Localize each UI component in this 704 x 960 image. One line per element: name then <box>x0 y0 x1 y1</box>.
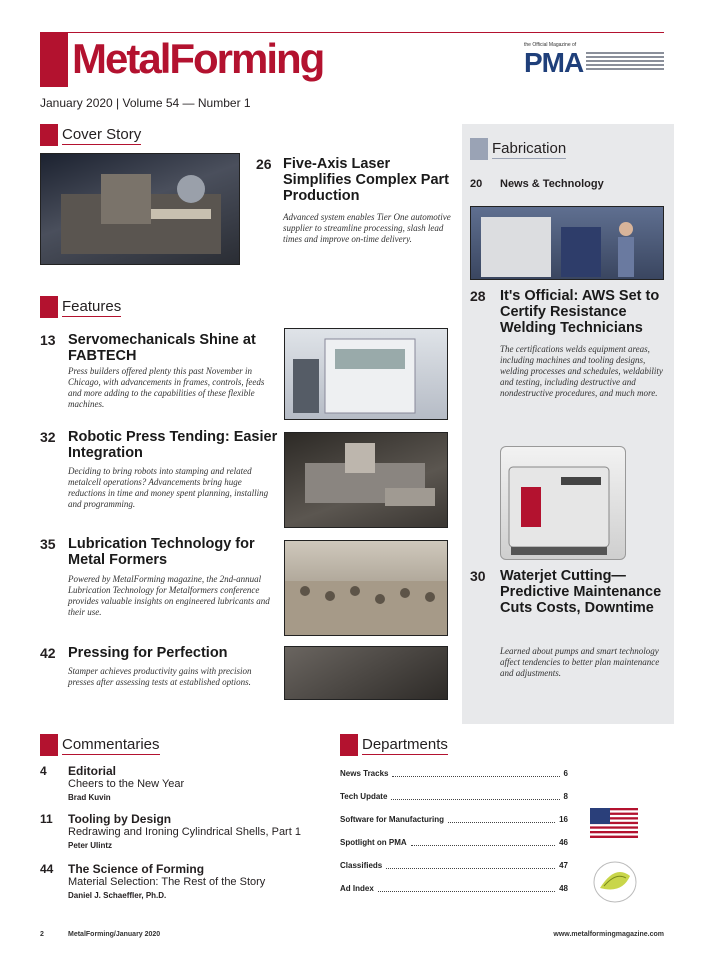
feature-photo-conference <box>284 540 448 636</box>
feature-photo-press <box>284 328 448 420</box>
department-row[interactable]: News Tracks 6 <box>340 769 568 778</box>
footer-page-number: 2 <box>40 931 44 938</box>
us-flag-icon <box>590 808 638 838</box>
cover-story-page: 26 <box>256 156 272 172</box>
feature-deck: Press builders offered plenty this past November in Chicago, with advancements in frames, controls, feeds and more adding to the capabilities of these flexible machines. <box>68 366 265 409</box>
department-row[interactable]: Ad Index 48 <box>340 884 568 893</box>
commentary-title[interactable]: Editorial <box>68 764 117 778</box>
feature-photo-robot <box>284 432 448 528</box>
commentary-page: 11 <box>40 812 53 826</box>
feature-page: 32 <box>40 429 56 445</box>
feature-title[interactable]: Lubrication Technology for Metal Formers <box>68 536 255 568</box>
department-row[interactable]: Classifieds 47 <box>340 861 568 870</box>
features-header: Features <box>40 296 121 318</box>
commentary-title[interactable]: Tooling by Design <box>68 812 172 826</box>
pma-logo: PMA <box>524 47 584 78</box>
fab-news-page: 20 <box>470 178 483 190</box>
departments-list <box>340 762 568 900</box>
fab-story2-title[interactable]: Waterjet Cutting— Predictive Maintenance Cuts Costs, Downtime <box>500 568 662 616</box>
footer-url[interactable]: www.metalformingmagazine.com <box>553 931 664 938</box>
pma-logo-lines <box>586 52 664 72</box>
magazine-logo: MetalForming <box>72 35 324 82</box>
commentary-title[interactable]: The Science of Forming <box>68 862 205 876</box>
pma-tagline: the Official Magazine of <box>524 42 577 48</box>
fabrication-header: Fabrication <box>470 138 566 160</box>
commentary-author: Peter Ulintz <box>68 841 113 850</box>
commentary-author: Daniel J. Schaeffler, Ph.D. <box>68 891 167 900</box>
feature-page: 13 <box>40 332 56 348</box>
cover-story-deck: Advanced system enables Tier One automotive supplier to streamline processing, slash lead times and improve on-time delivery. <box>283 212 451 244</box>
fab-news-title[interactable]: News & Technology <box>500 178 604 190</box>
fab-story2-page: 30 <box>470 568 486 584</box>
cover-story-header: Cover Story <box>40 124 141 146</box>
issue-line: January 2020 | Volume 54 — Number 1 <box>40 96 251 110</box>
commentary-subtitle: Material Selection: The Rest of the Story <box>68 876 266 888</box>
fab-story2-deck: Learned about pumps and smart technology affect tendencies to better plan maintenance and adjustments. <box>500 646 660 678</box>
feature-deck: Deciding to bring robots into stamping and related metalcell operations? Advancements bring huge reductions in time and money spent planning, installing and programming. <box>68 466 269 509</box>
feature-photo-press-2 <box>284 646 448 700</box>
fab-story1-title[interactable]: It's Official: AWS Set to Certify Resistance Welding Technicians <box>500 288 660 336</box>
green-seal-icon <box>592 860 638 904</box>
feature-deck: Stamper achieves productivity gains with precision presses after assessing tests at established options. <box>68 666 252 687</box>
commentary-page: 44 <box>40 862 54 876</box>
feature-title[interactable]: Pressing for Perfection <box>68 645 228 661</box>
fab-news-photo <box>470 206 664 280</box>
feature-deck: Powered by MetalForming magazine, the 2nd-annual Lubrication Technology for Metalformers conference provides valuable insights on engineered lubricants and their use. <box>68 574 270 617</box>
department-row[interactable]: Tech Update 8 <box>340 792 568 801</box>
commentary-subtitle: Cheers to the New Year <box>68 778 185 790</box>
cover-story-photo <box>40 153 240 265</box>
footer-issue: MetalForming/January 2020 <box>68 931 161 938</box>
fab-story1-deck: The certifications welds equipment areas, including machines and tooling designs, welding processes and schedules, weldability and testing, including destructive and nondestructive procedures, and much more. <box>500 344 663 398</box>
feature-title[interactable]: Robotic Press Tending: Easier Integration <box>68 429 278 461</box>
fab-story1-page: 28 <box>470 288 486 304</box>
feature-page: 42 <box>40 645 56 661</box>
commentary-page: 4 <box>40 764 47 778</box>
commentaries-header: Commentaries <box>40 734 160 756</box>
commentary-author: Brad Kuvin <box>68 793 111 802</box>
feature-page: 35 <box>40 536 56 552</box>
department-row[interactable]: Software for Manufacturing 16 <box>340 815 568 824</box>
logo-block <box>40 33 68 87</box>
department-row[interactable]: Spotlight on PMA 46 <box>340 838 568 847</box>
waterjet-machine-photo <box>500 446 626 560</box>
feature-title[interactable]: Servomechanicals Shine at FABTECH <box>68 332 256 364</box>
departments-header: Departments <box>340 734 448 756</box>
cover-story-title[interactable]: Five-Axis Laser Simplifies Complex Part Production <box>283 156 449 204</box>
commentary-subtitle: Redrawing and Ironing Cylindrical Shells, Part 1 <box>68 826 301 838</box>
